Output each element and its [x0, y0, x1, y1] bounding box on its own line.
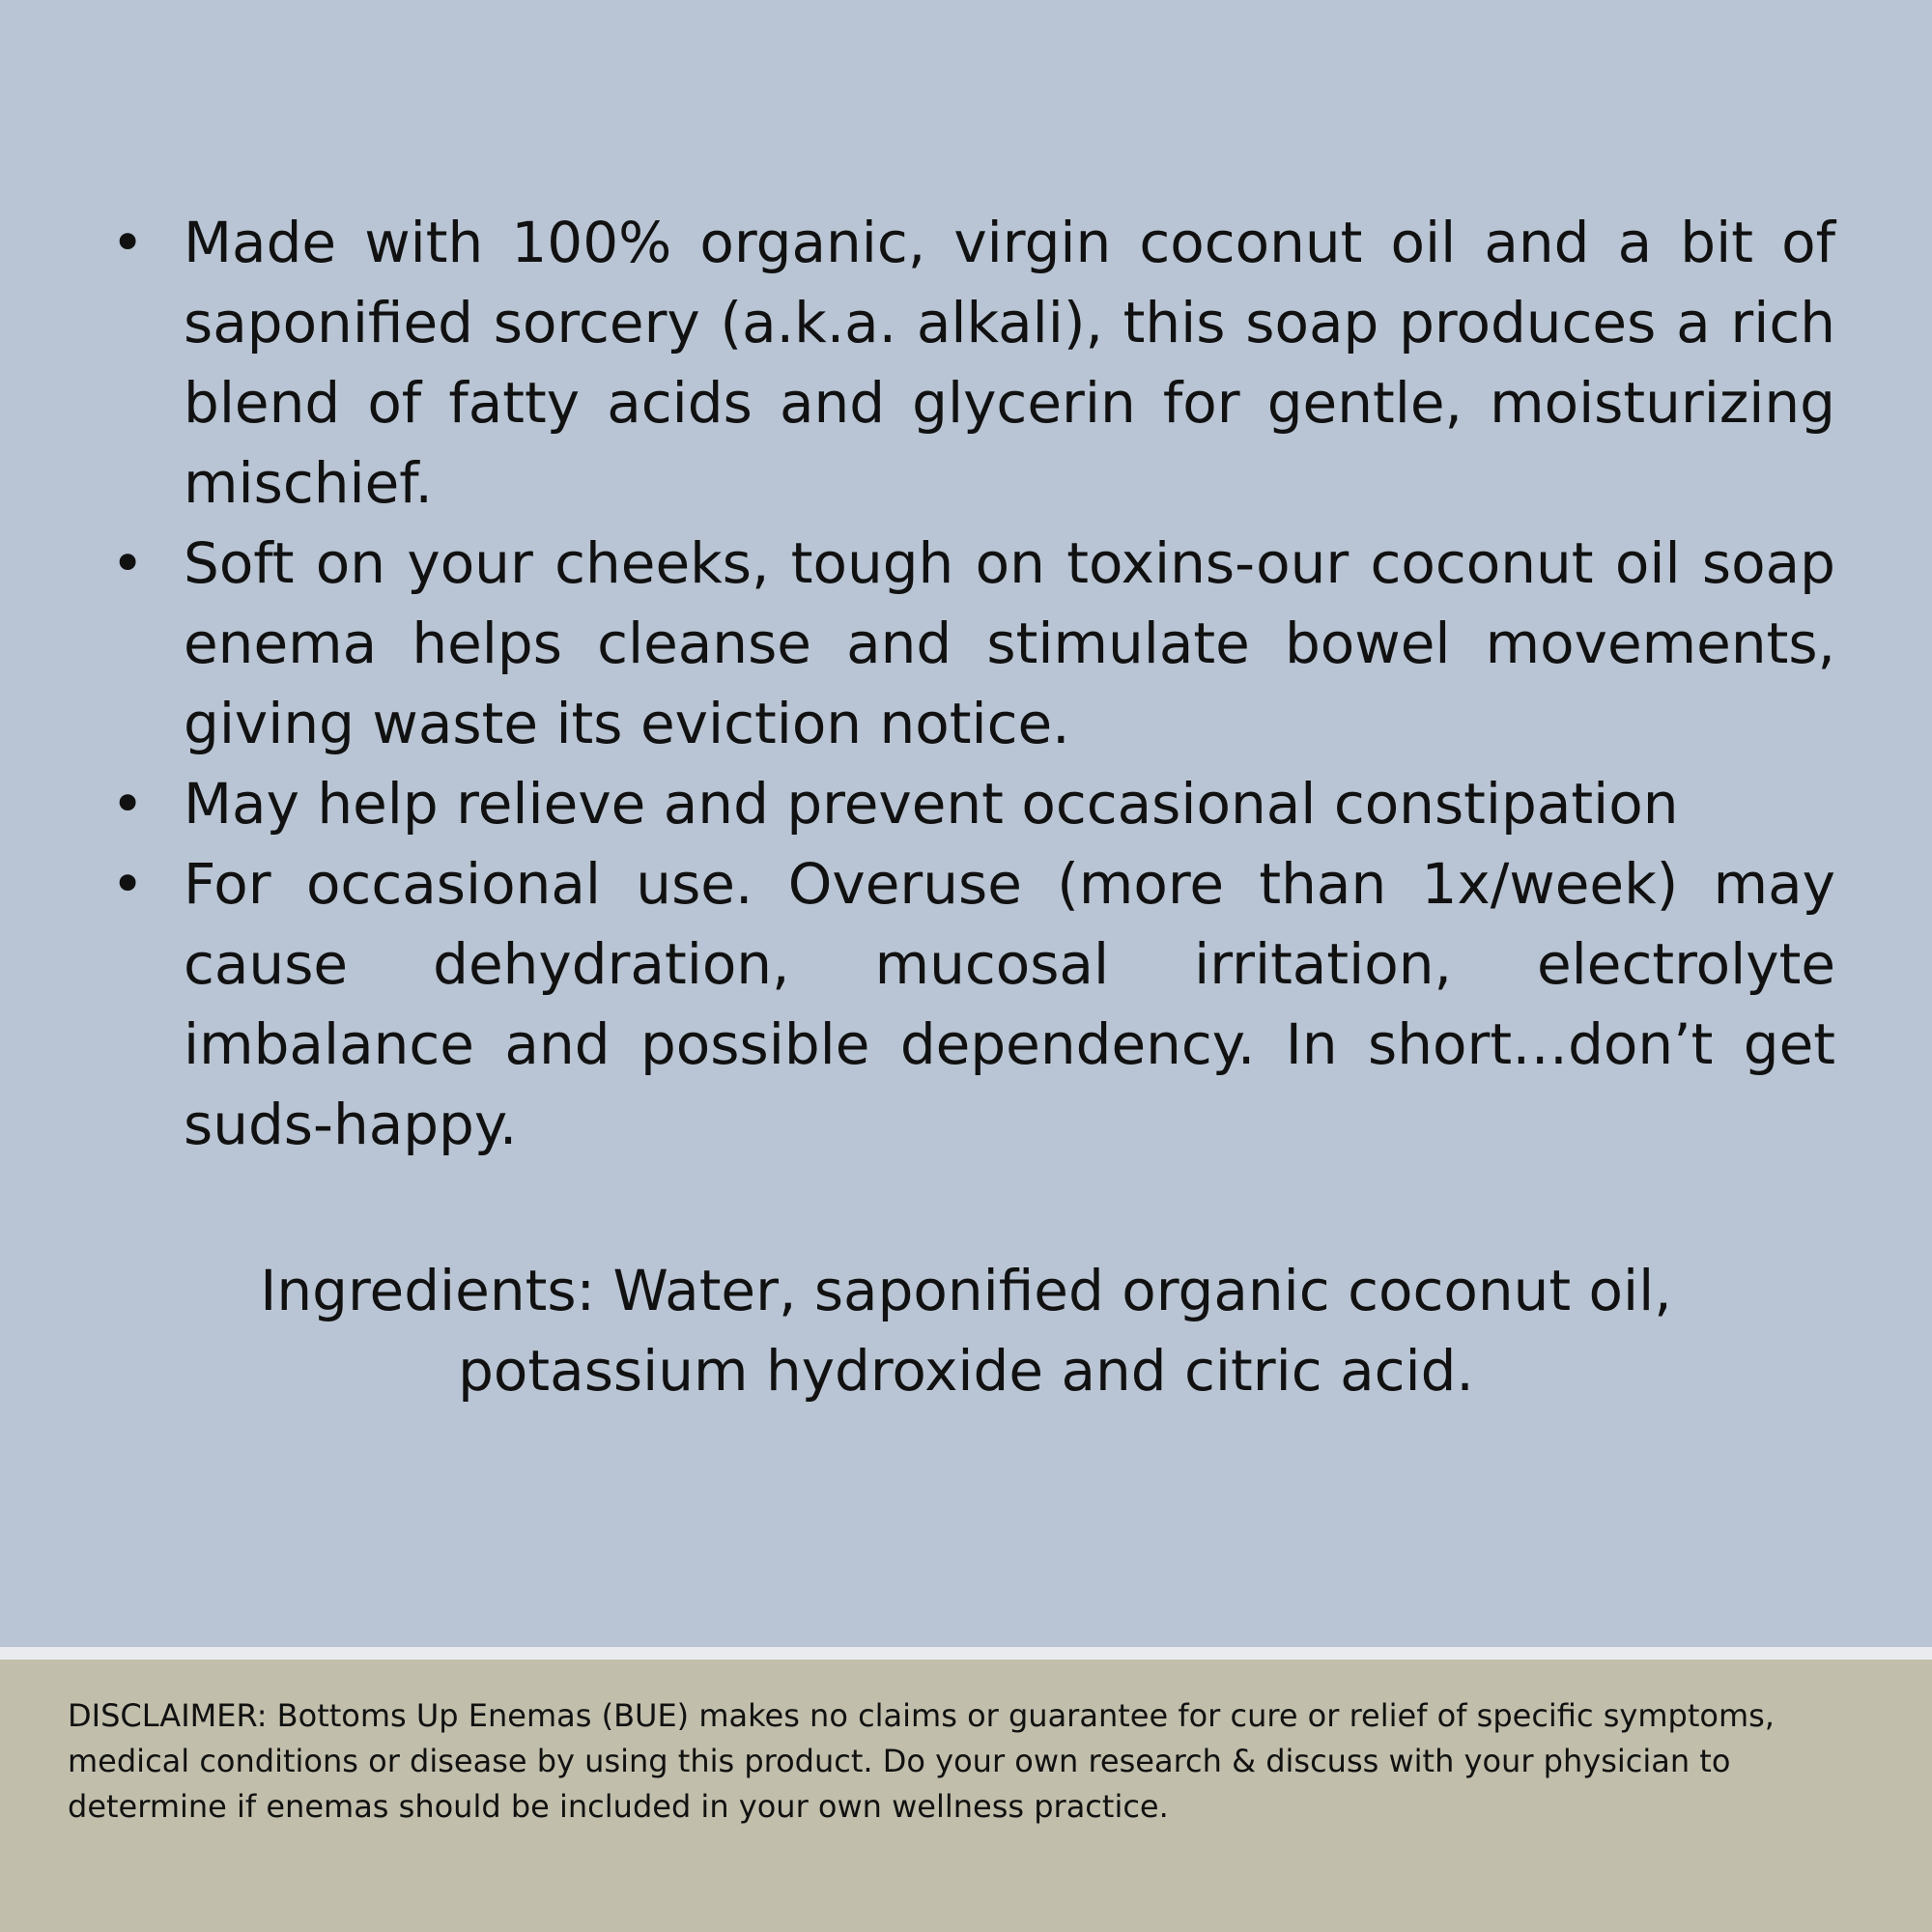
benefit-item: [111, 844, 1835, 1165]
benefit-item: [111, 203, 1835, 524]
benefit-text: May help relieve and prevent occasional constipation: [184, 771, 1679, 837]
bullet-icon: •: [111, 771, 145, 837]
bullet-icon: •: [111, 851, 145, 917]
disclaimer-panel: [0, 1660, 1932, 1932]
ingredients-text: Ingredients: Water, saponified organic coconut oil, potassium hydroxide and citric acid.: [260, 1258, 1672, 1404]
benefit-list: [111, 203, 1835, 1165]
benefit-item: [111, 764, 1835, 844]
benefit-text: For occasional use. Overuse (more than 1x/week) may cause dehydration, mucosal irritation, electrolyte imbalance and possible dependency. In short…don’t get suds-happy.: [184, 851, 1835, 1157]
benefit-text: Made with 100% organic, virgin coconut oil and a bit of saponified sorcery (a.k.a. alkali), this soap produces a rich blend of fatty acids and glycerin for gentle, moisturizing mischief.: [184, 210, 1835, 516]
bullet-icon: •: [111, 530, 145, 596]
bullet-icon: •: [111, 210, 145, 275]
disclaimer-text: DISCLAIMER: Bottoms Up Enemas (BUE) makes no claims or guarantee for cure or relief of specific symptoms, medical conditions or disease by using this product. Do your own research & discuss with your physician to determine if enemas should be included in your own wellness practice.: [68, 1697, 1775, 1825]
section-divider: [0, 1647, 1932, 1660]
benefit-text: Soft on your cheeks, tough on toxins-our coconut oil soap enema helps cleanse and stimulate bowel movements, giving waste its eviction notice.: [184, 530, 1835, 756]
benefit-item: [111, 524, 1835, 764]
